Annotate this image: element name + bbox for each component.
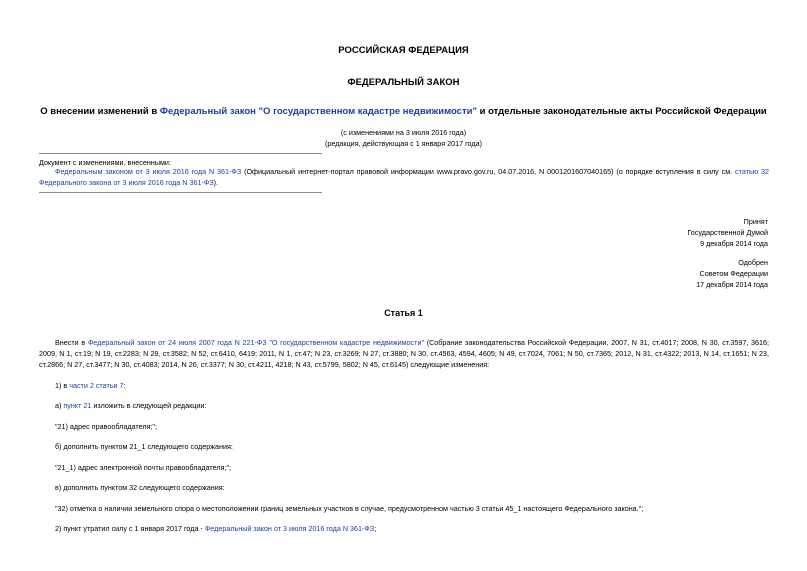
item-b: б) дополнить пунктом 21_1 следующего содержания: bbox=[55, 442, 233, 451]
item-2-suffix: ; bbox=[374, 524, 377, 533]
item-21-1-text: "21_1) адрес электронной почты правообладателя;"; bbox=[55, 463, 232, 472]
title-suffix: и отдельные законодательные акты Российской Федерации bbox=[476, 106, 767, 117]
council-name: Советом Федерации bbox=[699, 269, 768, 278]
duma-date: 9 декабря 2014 года bbox=[700, 239, 768, 248]
clause-21-link[interactable]: пункт 21 bbox=[63, 401, 92, 410]
intro-prefix: Внести в bbox=[55, 338, 88, 347]
article-heading: Статья 1 bbox=[384, 308, 423, 318]
intro-text: (Собрание законодательства Российской Федерации, 2007, N 31, ст.4017; 2008, N 30, ст.3597, 3616; 2009, N 1, ст.19; N 19, ст.2283; N 29, ст.3582; N 52, ст.6410, 6419; 2011, N 1, ст.47; N 23, ст.3269; N 27, ст.3880; N 30, ст.4563, 4594, 4605; N 49, ст.7024, 7061; N 50, ст.7365; 2012, N 31, ст.4322; 2013, N 14, ст.1651; N 23, ст.2866; N 27, ст.3477; N 30, ст.4083; 2014, N 26, ст.3377; N 30, ст.4211, 4218; N 43, ст.5799, 5802; N 45, ст.6145) следующие изменения: bbox=[39, 338, 769, 369]
council-date: 17 декабря 2014 года bbox=[696, 280, 768, 289]
item-1 bbox=[55, 381, 126, 390]
duma-adopted-label: Принят bbox=[743, 217, 768, 226]
item-a-text: изложить в следующей редакции: bbox=[91, 401, 207, 410]
council-approved-label: Одобрен bbox=[738, 258, 768, 267]
item-1-suffix: : bbox=[123, 381, 126, 390]
item-c: в) дополнить пунктом 32 следующего содержания: bbox=[55, 483, 225, 492]
changes-note-text: (Официальный интернет-портал правовой информации www.pravo.gov.ru, 04.07.2016, N 0001201607040165) (о порядке вступления в силу см. bbox=[241, 167, 736, 176]
document-title bbox=[0, 106, 807, 117]
title-prefix: О внесении изменений в bbox=[40, 106, 160, 117]
council-approval bbox=[696, 257, 768, 290]
title-law-link[interactable]: Федеральный закон "О государственном кадастре недвижимости" bbox=[159, 106, 477, 117]
item-21-text: "21) адрес правообладателя;"; bbox=[55, 422, 157, 431]
duma-adoption bbox=[687, 216, 768, 249]
article-intro bbox=[39, 337, 769, 370]
country-heading: РОССИЙСКАЯ ФЕДЕРАЦИЯ bbox=[338, 45, 469, 56]
changes-note-body bbox=[39, 166, 769, 188]
divider-bottom bbox=[39, 192, 322, 193]
edition-effective-note: (редакция, действующая с 1 января 2017 года) bbox=[325, 139, 482, 148]
item-a bbox=[55, 401, 206, 410]
item-32-text: "32) отметка о наличии земельного спора о местоположении границ земельных участков в случае, предусмотренном частью 3 статьи 45_1 настоящего Федерального закона."; bbox=[55, 504, 644, 513]
repeal-law-link[interactable]: Федеральный закон от 3 июля 2016 года N 361-ФЗ bbox=[204, 524, 375, 533]
item-1-prefix: 1) в bbox=[55, 381, 70, 390]
item-a-prefix: а) bbox=[55, 401, 64, 410]
part2-article7-link[interactable]: части 2 статьи 7 bbox=[69, 381, 124, 390]
item-2 bbox=[55, 524, 376, 533]
changes-note-end: ). bbox=[213, 178, 219, 187]
amending-law-link[interactable]: Федеральным законом от 3 июля 2016 года N 361-ФЗ bbox=[55, 167, 242, 176]
changes-note-heading: Документ с изменениями, внесенными: bbox=[39, 158, 171, 167]
document-type-heading: ФЕДЕРАЛЬНЫЙ ЗАКОН bbox=[347, 77, 460, 88]
item-2-text: 2) пункт утратил силу с 1 января 2017 года - bbox=[55, 524, 205, 533]
edition-changes-note: (с изменениями на 3 июля 2016 года) bbox=[340, 128, 467, 137]
cadastre-law-link[interactable]: Федеральный закон от 24 июля 2007 года N 221-ФЗ "О государственном кадастре недвижимости" bbox=[87, 338, 425, 347]
divider-top bbox=[39, 153, 322, 154]
duma-name: Государственной Думой bbox=[687, 228, 768, 237]
article-32-link[interactable]: статью 32 Федерального закона от 3 июля 2016 года N 361-ФЗ bbox=[39, 167, 769, 187]
